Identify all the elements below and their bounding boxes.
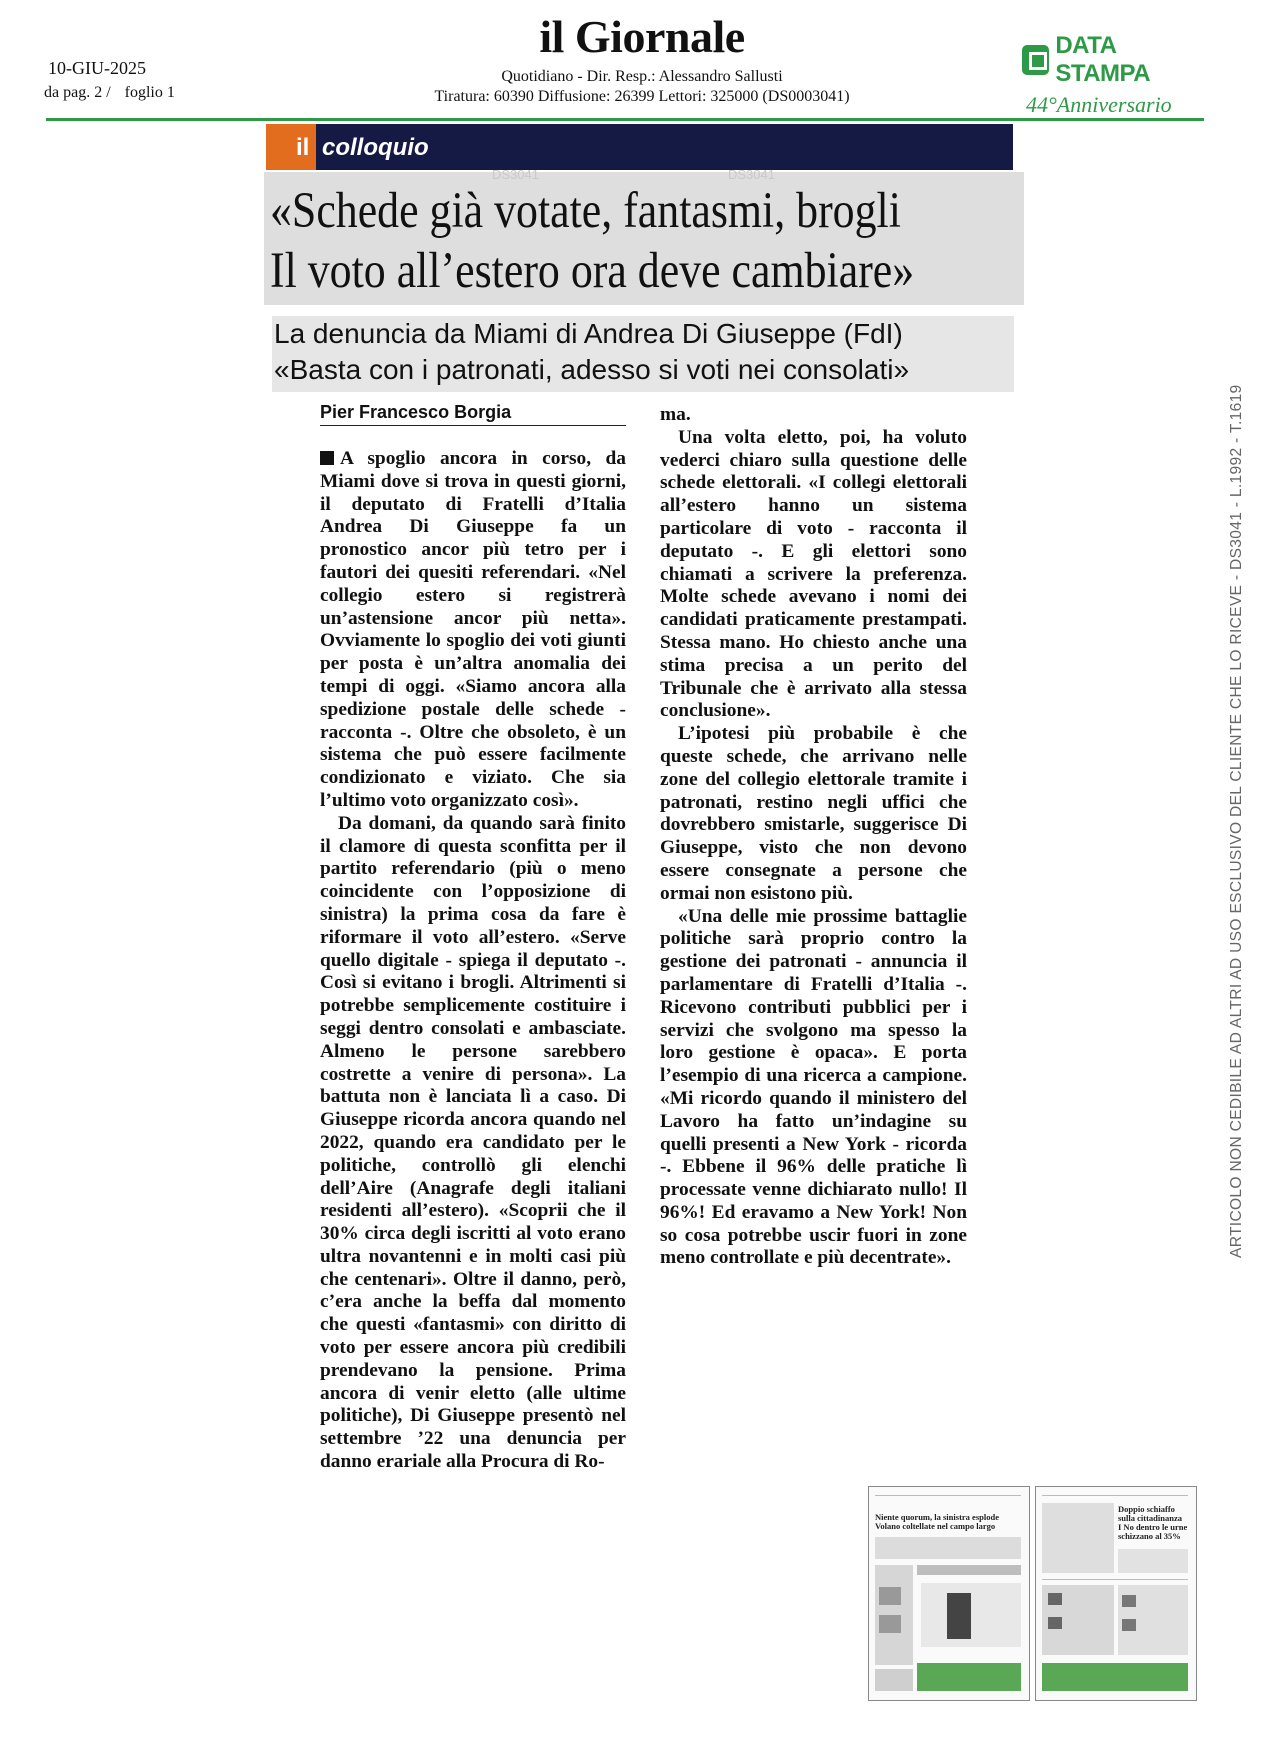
thumbnail-headline: Niente quorum, la sinistra esplode Volano coltellate nel campo largo xyxy=(875,1512,999,1531)
subheadline-block xyxy=(272,316,1014,392)
thumbnail-headline: Doppio schiaffo sulla cittadinanza I No dentro le urne schizzano al 35% xyxy=(1118,1504,1188,1541)
page-thumbnail-left xyxy=(868,1486,1030,1701)
subheadline-line-1: La denuncia da Miami di Andrea Di Giuseppe (FdI) xyxy=(274,318,903,349)
paragraph: Da domani, da quando sarà finito il clamore di questa sconfitta per il partito referendario (più o meno coincidente con l’opposizione di sinistra) la prima cosa da fare è riformare il voto all’estero. «Serve quello digitale - spiega il deputato -. Così si evitano i brogli. Altrimenti si potrebbe semplicemente costituire i seggi dentro consolati e ambasciate. Almeno le persone sarebbero costrette a venire di persona». La battuta non è lanciata lì a caso. Di Giuseppe ricorda ancora quando nel 2022, quando era candidato per le politiche, controllò gli elenchi dell’Aire (Anagrafe degli italiani residenti all’estero). «Scoprii che il 30% circa degli iscritti al voto erano ultra novantenni e in molti casi più che centenari». Oltre il danno, però, c’era anche la beffa dal momento che questi «fantasmi» con diritto di voto per essere ancora più credibili prendevano la pensione. Prima ancora di venir eletto (alle ultime politiche), Di Giuseppe presentò nel settembre ’22 una denuncia per danno erariale alla Procura di Ro- xyxy=(320,812,626,1473)
paragraph xyxy=(320,448,626,813)
newspaper-masthead: il Giornale xyxy=(539,11,745,62)
paragraph: ma. xyxy=(660,404,691,425)
headline-line-1: «Schede già votate, fantasmi, brogli xyxy=(270,183,901,239)
paragraph: «Una delle mie prossime battaglie politiche sarà proprio contro la gestione dei patronati - annuncia il parlamentare di Fratelli d’Italia -. Ricevono contributi pubblici per i servizi che svolgono ma spesso la loro gestione è opaca». E porta l’esempio di una ricerca a campione. «Mi ricordo quando il ministero del Lavoro ha fatto un’indagine su quelli presenti a New York - ricorda -. Ebbene il 96% delle pratiche lì processate venne dichiarato nullo! Il 96%! Ed eravamo a New York! Non so cosa potrebbe uscir fuori in zone meno controllate e più decentrate». xyxy=(660,905,967,1269)
clipping-date: 10-GIU-2025 xyxy=(48,58,146,78)
data-stampa-logo xyxy=(1022,32,1202,118)
publication-info: Quotidiano - Dir. Resp.: Alessandro Sallusti xyxy=(501,68,783,85)
paragraph-text: A spoglio ancora in corso, da Miami dove si trova in questi giorni, il deputato di Fratelli d’Italia Andrea Di Giuseppe fa un pronostico ancor più tetro per i fautori dei quesiti referendari. «Nel collegio estero si registrerà un’astensione ancor più netta». Ovviamente lo spoglio dei voti giunti per posta è un’altra anomalia dei tempi di oggi. «Siamo ancora alla spedizione postale delle schede - racconta -. Oltre che obsoleto, è un sistema che può essere facilmente condizionato e viziato. Che sia l’ultimo voto organizzato così». xyxy=(320,448,626,811)
rubric-label: colloquio xyxy=(322,134,429,161)
paragraph: L’ipotesi più probabile è che queste schede, che arrivano nelle zone del collegio elettorale tramite i patronati, restino negli uffici che dovrebbero smistarle, suggerisce Di Giuseppe, visto che non devono essere consegnate a persone che ormai non esistono più. xyxy=(660,723,967,904)
rubric-prefix: il xyxy=(296,134,310,161)
logo-subtitle: 44°Anniversario xyxy=(1026,92,1172,117)
headline-line-2: Il voto all’estero ora deve cambiare» xyxy=(270,243,915,299)
article-byline xyxy=(320,402,626,426)
header-divider xyxy=(46,118,1204,121)
paragraph: Una volta eletto, poi, ha voluto vederci chiaro sulla questione delle schede elettorali. «I collegi elettorali all’estero hanno un sistema particolare di voto - racconta il deputato -. E gli elettori sono chiamati a scrivere la preferenza. Molte schede avevano i nomi dei candidati praticamente prestampati. Stessa mano. Ho chiesto anche una stima precisa a un perito del Tribunale che è arrivato alla stessa conclusione». xyxy=(660,426,967,722)
circulation-info: Tiratura: 60390 Diffusione: 26399 Lettori: 325000 (DS0003041) xyxy=(434,88,850,105)
logo-square-icon xyxy=(1022,45,1049,75)
page-thumbnail-right xyxy=(1035,1486,1197,1701)
subheadline-line-2: «Basta con i patronati, adesso si voti nei consolati» xyxy=(274,354,910,385)
article-column-2 xyxy=(660,404,967,1270)
author-name: Pier Francesco Borgia xyxy=(320,402,512,422)
sheet-number: foglio 1 xyxy=(124,84,175,101)
page-number: da pag. 2 / xyxy=(44,84,111,101)
article-column-1 xyxy=(320,448,626,1474)
logo-name: DATA STAMPA xyxy=(1055,32,1151,87)
watermark-1: DS3041 xyxy=(492,167,539,182)
copyright-notice: ARTICOLO NON CEDIBILE AD ALTRI AD USO ESCLUSIVO DEL CLIENTE CHE LO RICEVE - DS3041 - L.1992 - T.1619 xyxy=(1228,384,1245,1258)
watermark-2: DS3041 xyxy=(728,167,775,182)
section-rubric xyxy=(266,124,1013,170)
square-bullet-icon xyxy=(320,451,334,465)
headline-block xyxy=(264,172,1024,305)
